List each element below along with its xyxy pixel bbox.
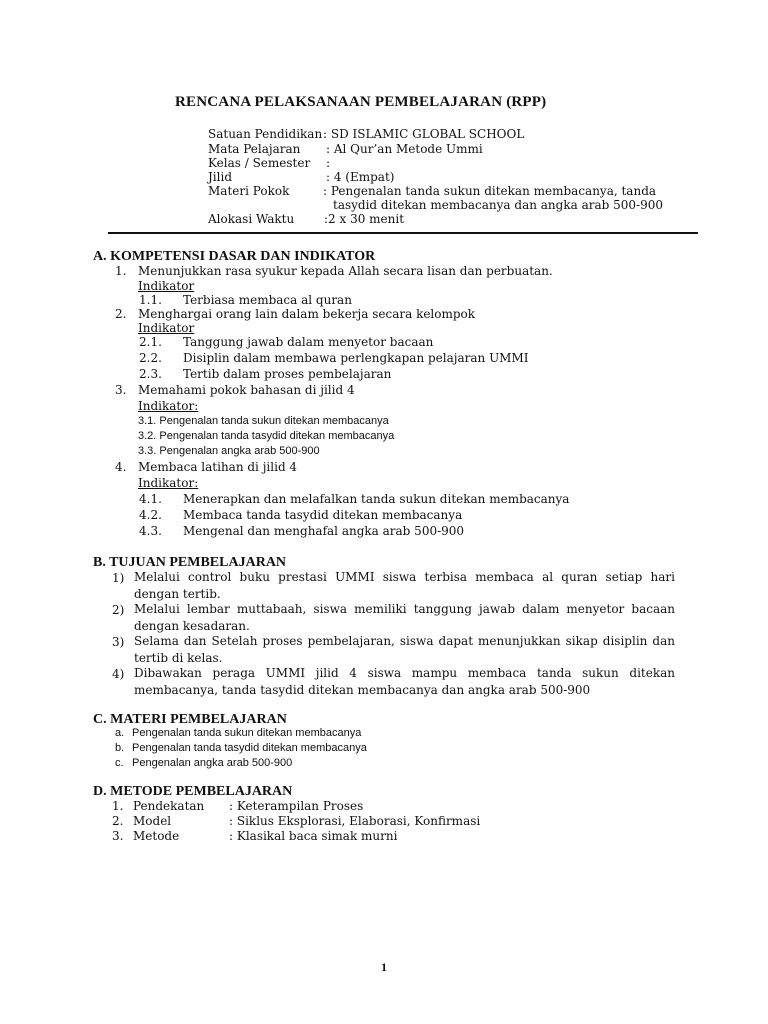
materi3-marker: c.	[115, 757, 124, 769]
kd2-ind3-number: 2.3.	[139, 367, 162, 381]
materi1-text: Pengenalan tanda sukun ditekan membacanya	[132, 727, 362, 739]
kd2-indikator-label: Indikator	[138, 321, 195, 335]
metode3-value: : Klasikal baca simak murni	[229, 829, 398, 843]
metode1-value: : Keterampilan Proses	[229, 799, 364, 813]
materi-label: Materi Pokok	[208, 184, 290, 198]
jilid-label: Jilid	[208, 170, 233, 184]
section-a-heading: A. KOMPETENSI DASAR DAN INDIKATOR	[93, 249, 376, 264]
kd4-ind1-text: Menerapkan dan melafalkan tanda sukun ditekan membacanya	[183, 492, 570, 506]
tujuan3-text: Selama dan Setelah proses pembelajaran, siswa dapat menunjukkan sikap disiplin dan tertib di kelas.	[134, 634, 675, 665]
metode1-number: 1.	[112, 799, 124, 813]
kd2-ind2-text: Disiplin dalam membawa perlengkapan pelajaran UMMI	[183, 351, 529, 365]
kd3-ind3: 3.3. Pengenalan angka arab 500-900	[138, 445, 320, 457]
kd3-text: Memahami pokok bahasan di jilid 4	[138, 383, 355, 397]
tujuan1-text: Melalui control buku prestasi UMMI siswa terbisa membaca al quran setiap hari dengan tertib.	[134, 570, 675, 601]
kd4-indikator-label: Indikator:	[138, 476, 199, 490]
mapel-value: : Al Qur’an Metode Ummi	[326, 142, 483, 156]
kelas-value: :	[326, 156, 331, 170]
kd4-ind3-number: 4.3.	[139, 524, 162, 538]
materi-value-line1: : Pengenalan tanda sukun ditekan membacanya, tanda	[323, 184, 657, 198]
section-b-heading: B. TUJUAN PEMBELAJARAN	[93, 555, 287, 570]
section-d-heading: D. METODE PEMBELAJARAN	[93, 784, 293, 799]
metode3-number: 3.	[112, 829, 124, 843]
metode2-value: : Siklus Eksplorasi, Elaborasi, Konfirmasi	[229, 814, 481, 828]
metode2-number: 2.	[112, 814, 124, 828]
kd4-text: Membaca latihan di jilid 4	[138, 460, 298, 474]
kd1-number: 1.	[115, 264, 127, 278]
kd3-number: 3.	[115, 383, 127, 397]
kd2-ind3-text: Tertib dalam proses pembelajaran	[183, 367, 392, 381]
kd2-number: 2.	[115, 307, 127, 321]
kd4-ind2-text: Membaca tanda tasydid ditekan membacanya	[183, 508, 463, 522]
kd3-indikator-label: Indikator:	[138, 399, 199, 413]
kd1-text: Menunjukkan rasa syukur kepada Allah secara lisan dan perbuatan.	[138, 264, 553, 278]
kd2-text: Menghargai orang lain dalam bekerja secara kelompok	[138, 307, 476, 321]
metode3-label: Metode	[133, 829, 180, 843]
kd3-ind2: 3.2. Pengenalan tanda tasydid ditekan membacanya	[138, 430, 395, 442]
metode1-label: Pendekatan	[133, 799, 205, 813]
header-divider	[108, 232, 698, 234]
tujuan3-number: 3)	[112, 635, 125, 649]
metode2-label: Model	[133, 814, 172, 828]
satuan-label: Satuan Pendidikan	[208, 127, 323, 141]
tujuan4-text: Dibawakan peraga UMMI jilid 4 siswa mampu membaca tanda sukun ditekan membacanya, tanda tasydid ditekan membacanya dan angka arab 500-900	[134, 666, 675, 697]
mapel-label: Mata Pelajaran	[208, 142, 301, 156]
materi2-text: Pengenalan tanda tasydid ditekan membacanya	[132, 742, 367, 754]
alokasi-value: :2 x 30 menit	[324, 212, 405, 226]
section-c-heading: C. MATERI PEMBELAJARAN	[93, 712, 287, 727]
tujuan1-number: 1)	[112, 571, 125, 585]
tujuan4-number: 4)	[112, 667, 125, 681]
satuan-value: : SD ISLAMIC GLOBAL SCHOOL	[323, 127, 525, 141]
kd4-ind1-number: 4.1.	[139, 492, 162, 506]
page-number: 1	[381, 960, 387, 974]
kd4-number: 4.	[115, 460, 127, 474]
kd4-ind3-text: Mengenal dan menghafal angka arab 500-900	[183, 524, 465, 538]
kd2-ind1-number: 2.1.	[139, 335, 162, 349]
materi3-text: Pengenalan angka arab 500-900	[132, 757, 293, 769]
materi1-marker: a.	[115, 727, 125, 739]
kd1-ind1-number: 1.1.	[139, 293, 162, 307]
kd3-ind1: 3.1. Pengenalan tanda sukun ditekan membacanya	[138, 415, 389, 427]
tujuan2-text: Melalui lembar muttabaah, siswa memiliki tanggung jawab dalam menyetor bacaan dengan kesadaran.	[134, 602, 675, 633]
page-title: RENCANA PELAKSANAAN PEMBELAJARAN (RPP)	[175, 94, 547, 110]
tujuan2-number: 2)	[112, 603, 125, 617]
kd4-ind2-number: 4.2.	[139, 508, 162, 522]
materi-value-line2: tasydid ditekan membacanya dan angka arab 500-900	[333, 198, 663, 212]
kd2-ind2-number: 2.2.	[139, 351, 162, 365]
materi2-marker: b.	[115, 742, 125, 754]
alokasi-label: Alokasi Waktu	[208, 212, 295, 226]
jilid-value: : 4 (Empat)	[326, 170, 395, 184]
kd1-indikator-label: Indikator	[138, 279, 195, 293]
kelas-label: Kelas / Semester	[208, 156, 311, 170]
kd2-ind1-text: Tanggung jawab dalam menyetor bacaan	[183, 335, 434, 349]
kd1-ind1-text: Terbiasa membaca al quran	[183, 293, 352, 307]
